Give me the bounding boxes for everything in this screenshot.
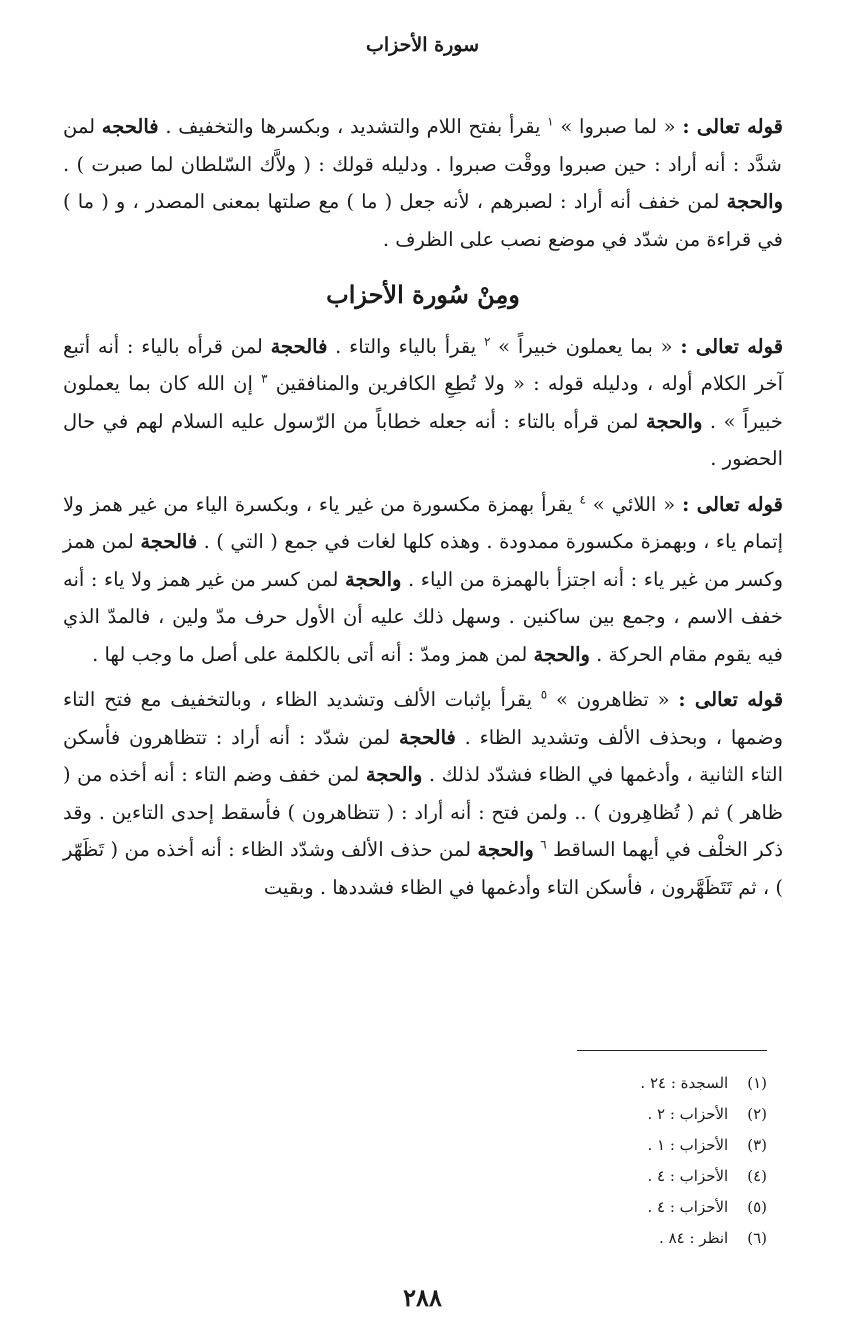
footnote-text: الأحزاب : ٤ . xyxy=(647,1167,729,1185)
text-segment: يقرأ بالياء والتاء . xyxy=(327,334,477,358)
footnote-number: (٤) xyxy=(747,1167,767,1185)
footnote-item xyxy=(447,1161,767,1192)
footnote-item xyxy=(447,1223,767,1254)
argument-keyword: فالحجة xyxy=(140,530,198,553)
verse-lead: قوله تعالى : xyxy=(680,334,784,358)
text-segment: لمن خفف وضم التاء : أنه أخذه من ( ظاهر ) ثم ( تُظاهِرون ) .. ولمن فتح : أنه أراد : ( تتظاهرون ) فأسقط إحدى التاءين . وقد ذكر الخلْف في أيهما الساقط xyxy=(63,763,784,861)
footnote-marker[interactable]: ١ xyxy=(547,114,554,129)
verse-lead: قوله تعالى : xyxy=(682,115,783,138)
footnote-item xyxy=(447,1192,767,1223)
footnote-marker[interactable]: ٥ xyxy=(540,687,548,702)
footnote-text: الأحزاب : ٤ . xyxy=(647,1198,729,1216)
text-segment: « تظاهرون » xyxy=(547,688,670,711)
text-segment: يقرأ بهمزة مكسورة من غير ياء ، وبكسرة الياء من غير همز ولا إتمام ياء ، وبهمزة مكسورة ممدودة . وهذه كلها لغات في جمع ( التي ) . xyxy=(63,492,784,553)
argument-keyword: فالحجة xyxy=(270,334,328,358)
footnote-divider xyxy=(577,1050,767,1051)
footnote-number: (٢) xyxy=(747,1105,767,1123)
text-segment: لمن همز ومدّ : أنه أتى بالكلمة على أصل ما وجب لها . xyxy=(92,642,528,666)
footnote-number: (٦) xyxy=(747,1229,767,1247)
footnote-item xyxy=(447,1099,767,1130)
paragraph-1 xyxy=(63,108,783,258)
footnote-text: السجدة : ٢٤ . xyxy=(640,1074,729,1092)
text-segment: إن الله كان بما يعملون خبيراً » . xyxy=(63,372,783,433)
text-segment: لمن قرأه بالياء : أنه أتبع آخر الكلام أوله ، ودليله قوله : « ولا تُطِعِ الكافرين والمنافقين xyxy=(63,334,783,395)
footnote-text: الأحزاب : ١ . xyxy=(647,1136,729,1154)
footnote-number: (٣) xyxy=(747,1136,767,1154)
argument-keyword: والحجة xyxy=(533,642,590,666)
argument-keyword: والحجة xyxy=(726,190,784,213)
text-segment: لمن شدَّد : أنه أراد : حين صبروا ووقْت صبروا . ودليله قولك : ( ولاَّك السّلطان لما صبرت ) . xyxy=(63,115,782,176)
text-segment: لمن شدّد : أنه أراد : تتظاهرون فأسكن التاء الثانية ، وأدغمها في الظاء فشدّد لذلك . xyxy=(63,725,783,786)
footnote-list xyxy=(447,1068,767,1254)
footnote-marker[interactable]: ٣ xyxy=(261,371,268,386)
footnote-item xyxy=(447,1130,767,1161)
paragraph-2 xyxy=(63,328,783,478)
section-heading: ومِنْ سُورة الأحزاب xyxy=(326,280,520,309)
text-segment: يقرأ بفتح اللام والتشديد ، وبكسرها والتخفيف . xyxy=(158,115,541,138)
text-segment: « بما يعملون خبيراً » xyxy=(490,334,673,358)
verse-lead: قوله تعالى : xyxy=(678,688,784,711)
footnote-marker[interactable]: ٤ xyxy=(579,492,586,506)
paragraph-4 xyxy=(63,681,783,906)
argument-keyword: والحجة xyxy=(646,409,703,433)
text-segment: لمن همز وكسر من غير ياء : أنه اجتزأ بالهمزة من الياء . xyxy=(63,530,784,591)
text-segment: « لما صبروا » xyxy=(553,115,676,138)
text-segment: لمن خفف أنه أراد : لصبرهم ، لأنه جعل ( ما ) مع صلتها بمعنى المصدر ، و ( ما ) في قراءة من شدّد في موضع نصب على الظرف . xyxy=(63,190,783,251)
text-segment: « اللائي » xyxy=(585,492,676,516)
footnote-text: الأحزاب : ٢ . xyxy=(647,1105,729,1123)
argument-keyword: والحجة xyxy=(345,567,402,591)
argument-keyword: والحجة xyxy=(477,838,534,861)
footnote-marker[interactable]: ٢ xyxy=(483,334,491,348)
running-head: سورة الأحزاب xyxy=(366,34,479,56)
footnote-text: انظر : ٨٤ . xyxy=(659,1229,729,1247)
argument-keyword: فالحجة xyxy=(399,725,456,749)
text-segment: لمن كسر من غير همز ولا ياء : أنه خفف الاسم ، وجمع بين ساكنين . وسهل ذلك عليه أن الأول حرف مدّ ولين ، فالمدّ الذي فيه يقوم مقام الحركة . xyxy=(63,567,783,666)
argument-keyword: والحجة xyxy=(365,763,423,786)
text-segment: يقرأ بإثبات الألف وتشديد الظاء ، وبالتخفيف مع فتح التاء وضمها ، وبحذف الألف وتشديد الظاء . xyxy=(63,688,783,749)
paragraph-3 xyxy=(63,486,783,674)
text-segment: لمن حذف الألف وشدّد الظاء : أنه أخذه من ( تَظَهّر ) ، ثم تَتَظَهَّرون ، فأسكن التاء وأدغمها في الظاء فشددها . وبقيت xyxy=(63,838,783,899)
page-number: ٢٨٨ xyxy=(403,1283,442,1312)
footnote-number: (١) xyxy=(747,1074,767,1092)
footnote-item xyxy=(447,1068,767,1099)
argument-keyword: فالحجه xyxy=(101,115,159,138)
footnote-marker[interactable]: ٦ xyxy=(540,837,547,852)
main-text xyxy=(63,108,783,914)
footnote-number: (٥) xyxy=(747,1198,767,1216)
text-segment: لمن قرأه بالتاء : أنه جعله خطاباً من الرّسول عليه السلام لهم في حال الحضور . xyxy=(63,409,783,470)
verse-lead: قوله تعالى : xyxy=(682,492,784,516)
